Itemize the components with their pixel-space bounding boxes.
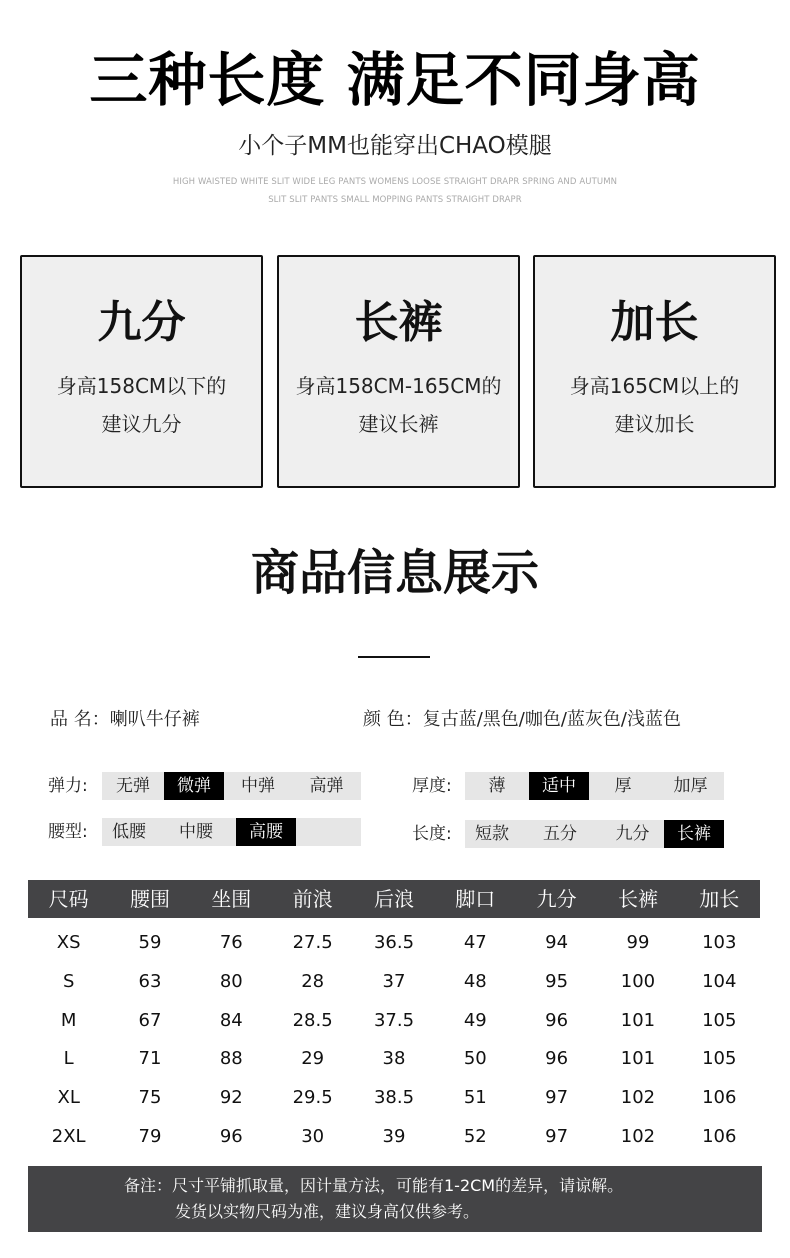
table-cell: 59 (138, 932, 162, 953)
size-table-header (28, 880, 760, 918)
note-line-2: 发货以实物尺码为准，建议身高仅供参考。 (175, 1202, 480, 1221)
waist-option: 低腰 (112, 822, 146, 842)
table-row (28, 963, 760, 1002)
table-row (28, 1079, 760, 1118)
length-label: 长度: (412, 824, 452, 844)
length-card-desc-line1: 身高158CM-165CM的 (295, 374, 502, 398)
table-cell: 96 (545, 1009, 569, 1031)
length-options (465, 820, 724, 848)
table-cell: 96 (545, 1048, 569, 1070)
table-cell: 92 (219, 1087, 243, 1109)
note-bar (28, 1166, 762, 1232)
elasticity-label: 弹力: (48, 776, 88, 796)
table-cell: M (60, 1009, 77, 1031)
table-cell: 103 (702, 932, 737, 953)
table-cell: 102 (620, 1087, 656, 1109)
waist-option-selected: 高腰 (236, 818, 296, 846)
length-card-title: 长裤 (354, 297, 443, 348)
table-cell: 36.5 (373, 932, 415, 953)
hero-title: 三种长度 满足不同身高 (89, 46, 701, 114)
waist-label: 腰型: (48, 822, 88, 842)
thickness-option-selected: 适中 (529, 772, 589, 800)
elasticity-option: 无弹 (116, 776, 150, 796)
table-cell: 27.5 (292, 932, 333, 953)
elasticity-option-selected: 微弹 (164, 772, 224, 800)
size-table-header-cell: 尺码 (48, 887, 89, 911)
length-card-desc-line2: 建议长裤 (358, 412, 439, 436)
table-cell: 52 (463, 1125, 487, 1147)
table-cell: 106 (702, 1087, 737, 1109)
table-cell: 94 (545, 932, 569, 953)
table-cell: 100 (620, 970, 656, 992)
size-table-header-cell: 后浪 (373, 887, 414, 911)
size-table-body (28, 924, 760, 1157)
table-cell: 2XL (51, 1125, 86, 1147)
table-cell: 101 (620, 1009, 656, 1031)
hero-subtitle: 小个子MM也能穿出CHAO模腿 (238, 133, 552, 159)
length-card-title: 九分 (97, 297, 186, 348)
table-cell: 50 (463, 1048, 487, 1070)
table-cell: 71 (138, 1048, 162, 1070)
product-name: 品 名：喇叭牛仔裤 (50, 709, 200, 730)
table-cell: 96 (219, 1125, 243, 1147)
note-line-1: 备注：尺寸平铺抓取量，因计量方法，可能有1-2CM的差异，请谅解。 (124, 1176, 624, 1195)
table-cell: S (62, 970, 75, 992)
table-cell: 102 (620, 1125, 656, 1147)
length-card-desc-line1: 身高158CM以下的 (56, 374, 227, 398)
thickness-option: 厚 (614, 776, 632, 796)
length-card-desc-line2: 建议加长 (614, 412, 695, 436)
table-cell: 105 (702, 1048, 737, 1070)
table-cell: 95 (545, 970, 569, 992)
size-table-header-cell: 长裤 (617, 887, 658, 911)
length-card-desc (279, 367, 518, 443)
section-divider (358, 656, 430, 658)
table-cell: 67 (138, 1009, 162, 1031)
waist-option: 中腰 (179, 822, 213, 842)
table-cell: 75 (138, 1087, 162, 1109)
table-cell: 29.5 (292, 1087, 333, 1109)
table-cell: XS (56, 932, 81, 953)
length-card-extra-long (533, 255, 776, 488)
table-row (28, 1118, 760, 1157)
length-card-title: 加长 (610, 297, 699, 348)
elasticity-option: 高弹 (309, 776, 344, 796)
table-cell: 37 (382, 970, 406, 992)
table-row (28, 1040, 760, 1079)
table-cell: 47 (463, 932, 487, 953)
length-option: 五分 (543, 824, 577, 844)
table-cell: 29 (301, 1048, 325, 1070)
thickness-label: 厚度: (412, 776, 452, 796)
table-cell: XL (57, 1087, 80, 1109)
size-table-header-cell: 腰围 (129, 887, 170, 911)
size-table-header-cell: 前浪 (292, 887, 333, 911)
product-colors: 颜 色：复古蓝/黑色/咖色/蓝灰色/浅蓝色 (363, 709, 681, 730)
thickness-options (465, 772, 724, 800)
size-table-header-cell: 坐围 (211, 887, 252, 911)
table-row (28, 924, 760, 963)
length-card-desc (535, 367, 774, 443)
size-table-header-cell: 九分 (536, 887, 577, 911)
table-cell: 79 (138, 1125, 162, 1147)
table-cell: 38 (382, 1048, 406, 1070)
hero-english-line-2: SLIT SLIT PANTS SMALL MOPPING PANTS STRAIGHT DRAPR (268, 195, 522, 205)
table-cell: L (63, 1048, 74, 1070)
table-cell: 80 (219, 970, 243, 992)
table-cell: 51 (463, 1087, 487, 1109)
table-cell: 101 (620, 1048, 656, 1070)
table-cell: 106 (702, 1125, 737, 1147)
table-cell: 28.5 (292, 1009, 333, 1031)
table-cell: 49 (463, 1009, 487, 1031)
table-cell: 99 (626, 932, 650, 953)
length-card-desc-line2: 建议九分 (101, 412, 182, 436)
length-card-desc-line1: 身高165CM以上的 (569, 374, 740, 398)
waist-options (102, 818, 361, 846)
size-table-header-cell: 脚口 (455, 887, 496, 911)
table-cell: 97 (545, 1125, 569, 1147)
table-cell: 38.5 (373, 1087, 415, 1109)
table-cell: 76 (219, 932, 243, 953)
length-option-selected: 长裤 (664, 820, 724, 848)
elasticity-options (102, 772, 361, 800)
table-cell: 48 (463, 970, 487, 992)
table-cell: 88 (219, 1048, 243, 1070)
thickness-option: 薄 (488, 776, 506, 796)
table-cell: 84 (219, 1009, 243, 1031)
length-card-desc (22, 367, 261, 443)
table-cell: 39 (382, 1125, 406, 1147)
table-cell: 104 (702, 970, 737, 992)
length-option: 短款 (475, 824, 509, 844)
thickness-option: 加厚 (673, 776, 708, 796)
size-table-header-cell: 加长 (699, 887, 740, 911)
table-cell: 30 (301, 1125, 325, 1147)
hero-english-line-1: HIGH WAISTED WHITE SLIT WIDE LEG PANTS WOMENS LOOSE STRAIGHT DRAPR SPRING AND AUTUMN (172, 177, 618, 187)
table-cell: 97 (545, 1087, 569, 1109)
section-title: 商品信息展示 (250, 545, 539, 601)
table-row (28, 1002, 760, 1041)
table-cell: 105 (702, 1009, 737, 1031)
length-card-ninth (20, 255, 263, 488)
table-cell: 63 (138, 970, 162, 992)
hero-english-text (150, 173, 640, 209)
elasticity-option: 中弹 (241, 776, 275, 796)
table-cell: 37.5 (373, 1009, 415, 1031)
table-cell: 28 (301, 970, 325, 992)
length-option: 九分 (615, 824, 650, 844)
length-card-long (277, 255, 520, 488)
